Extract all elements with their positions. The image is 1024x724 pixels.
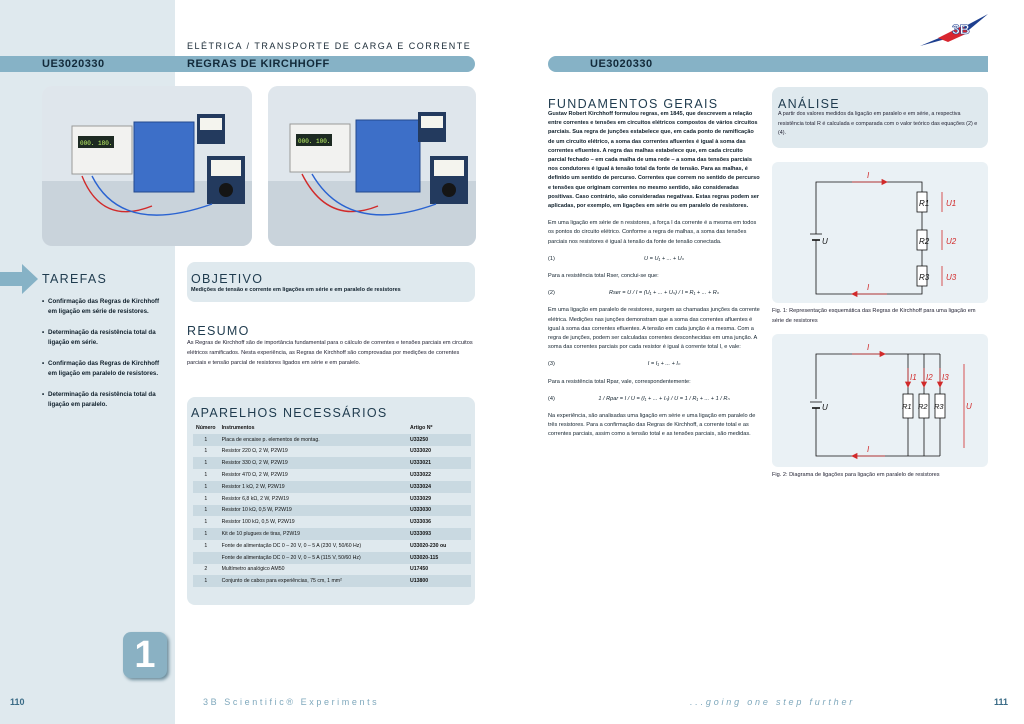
label-current: I <box>867 171 870 180</box>
cell-number: 1 <box>193 575 219 587</box>
table-row <box>193 540 471 552</box>
cell-article: U333022 <box>410 472 432 479</box>
table-row <box>193 493 471 505</box>
cell-instrument: Kit de 10 plugues de tiras, P2W19 <box>219 528 407 540</box>
label-voltage-total: U <box>966 402 972 411</box>
table-row <box>193 552 471 564</box>
cell-number: 1 <box>204 495 208 502</box>
label-current: I <box>867 283 870 292</box>
cell-article: U333020 <box>410 448 432 455</box>
header-bar-left <box>0 56 475 72</box>
paragraph: Em uma ligação em paralelo de resistores, surgem as chamadas junções da corrente elétrica. Medições nas junções demonstram que a soma das correntes afluentes é igual à soma das correntes efluentes. A tensão em cada junção é a mesma. Com a regra de junções, podem ser calculadas correntes desconhecidas em uma junção. A soma das correntes parciais por cada resistor é igual à corrente total I, e vale: <box>548 307 760 351</box>
equation-number: (1) <box>548 255 555 262</box>
cell-number: 1 <box>193 457 219 469</box>
list-item: • Determinação da resistência total da ligação em série. <box>42 328 167 348</box>
equation-number: (4) <box>548 395 555 402</box>
equation-2 <box>548 289 760 298</box>
cell-number: 1 <box>204 472 208 479</box>
paragraph: Para a resistência total Rser, conclui-se que: <box>548 273 659 280</box>
objetivo-text: Medições de tensão e corrente em ligações em série e em paralelo de resistores <box>191 287 401 293</box>
experiment-number-badge: 1 <box>123 632 167 678</box>
section-supertitle: ELÉTRICA / TRANSPORTE DE CARGA E CORRENTE <box>187 41 472 51</box>
cell-instrument: Fonte de alimentação DC 0 – 20 V, 0 – 5 A (115 V, 50/60 Hz) <box>219 552 407 564</box>
product-code-right: UE3020330 <box>590 58 653 70</box>
cell-number: 2 <box>204 566 208 573</box>
lcd-readout-1: 000. 180. <box>80 140 113 147</box>
cell-number: 1 <box>204 519 208 526</box>
equation-formula: U = U₁ + ... + Uₙ <box>644 255 684 262</box>
cell-instrument: Resistor 6,8 kΩ, 2 W, P2W19 <box>221 495 289 502</box>
label-r2: R2 <box>918 402 928 411</box>
equation-number: (3) <box>548 361 555 368</box>
equation-4 <box>548 395 760 404</box>
cell-number: 1 <box>193 505 219 517</box>
cell-article: U333024 <box>407 481 471 493</box>
analise-heading: ANÁLISE <box>778 97 840 111</box>
cell-instrument: Fonte de alimentação DC 0 – 20 V, 0 – 5 A (230 V, 50/60 Hz) <box>221 542 362 549</box>
cell-article: U33020-115 <box>407 552 471 564</box>
label-u2: U2 <box>946 237 957 246</box>
figure-parallel-circuit <box>772 334 988 467</box>
figure-1-caption: Fig. 1: Representação esquemática das Regras de Kirchhoff para uma ligação em série de resistores <box>772 308 976 324</box>
cell-instrument: Conjunto de cabos para experiências, 75 cm, 1 mm² <box>219 575 407 587</box>
paragraph: Para a resistência total Rpar, vale, correspondentemente: <box>548 378 691 385</box>
aparelhos-heading: APARELHOS NECESSÁRIOS <box>191 406 388 420</box>
equation-3 <box>548 360 760 369</box>
sidebar-tab <box>0 25 175 55</box>
figure-2-caption: Fig. 2: Diagrama de ligações para ligação em paralelo de resistores <box>772 472 940 478</box>
cell-article: U333029 <box>410 495 432 502</box>
col-header-number: Número <box>196 424 216 431</box>
experiment-photo-parallel <box>268 86 476 246</box>
cell-article: U333030 <box>407 505 471 517</box>
table-row <box>193 528 471 540</box>
equation-formula: 1 / Rpar = I / U = (I₁ + ... + Iₙ) / U = 1 / R₁ + ... + 1 / Rₙ <box>598 395 730 402</box>
equation-1 <box>548 255 760 264</box>
cell-article: U33250 <box>407 434 471 446</box>
col-header-instruments: Instrumentos <box>221 424 255 431</box>
equation-number: (2) <box>548 290 555 297</box>
cell-article: U333036 <box>410 519 432 526</box>
analise-text: A partir dos valores medidos da ligação em paralelo e em série, a respectiva resistência total R é calculada e comparada com o valor teórico das equações (2) e (4). <box>778 111 978 136</box>
page-number-left: 110 <box>10 697 25 707</box>
cell-instrument: Resistor 1 kΩ, 2 W, P2W19 <box>219 481 407 493</box>
table-row <box>193 434 471 446</box>
cell-number: 1 <box>204 542 208 549</box>
cell-article: U333021 <box>407 457 471 469</box>
equation-formula: Rser = U / I = (U₁ + ... + Uₙ) / I = R₁ + ... + Rₙ <box>608 290 720 297</box>
table-row <box>193 575 471 587</box>
list-item: • Confirmação das Regras de Kirchhoff em ligação em série de resistores. <box>42 297 167 317</box>
label-voltage: U <box>822 237 828 246</box>
cell-number: 1 <box>193 481 219 493</box>
cell-article: U17450 <box>410 566 429 573</box>
label-voltage: U <box>822 403 828 412</box>
svg-text:3B: 3B <box>952 21 970 37</box>
label-r3: R3 <box>919 273 930 282</box>
resumo-text: As Regras de Kirchhoff são de importância fundamental para o cálculo de correntes e tensões parciais em circuitos elétricos ramificados. Nesta experiência, as Regras de Kirchhoff são comprovadas por medições de correntes parciais e tensão parcial de resistores ligados em série e em paralelo. <box>187 340 473 366</box>
tarefas-heading: TAREFAS <box>42 272 108 286</box>
footer-slogan: ...going one step further <box>690 697 856 707</box>
page-number-right: 111 <box>994 697 1009 707</box>
label-i1: I1 <box>910 373 917 382</box>
table-row <box>193 446 471 458</box>
cell-number <box>193 552 219 564</box>
label-i2: I2 <box>926 373 933 382</box>
objetivo-heading: OBJETIVO <box>191 272 264 286</box>
label-current: I <box>867 445 870 454</box>
label-i3: I3 <box>942 373 949 382</box>
lcd-readout-2: 000. 100. <box>298 138 331 145</box>
cell-instrument: Resistor 330 Ω, 2 W, P2W19 <box>219 457 407 469</box>
experiment-title: REGRAS DE KIRCHHOFF <box>187 58 330 70</box>
label-u1: U1 <box>946 199 957 208</box>
fundamentos-heading: FUNDAMENTOS GERAIS <box>548 97 719 111</box>
paragraph: Na experiência, são analisadas uma ligação em série e uma ligação em paralelo de três resistores. Para a confirmação das Regras de Kirchhoff, a corrente total e as correntes parciais, assim como a tensão total e as tensões parciais, são medidas. <box>548 413 756 438</box>
label-r2: R2 <box>919 237 930 246</box>
cell-article: U13800 <box>407 575 471 587</box>
label-r1: R1 <box>902 402 912 411</box>
table-row <box>193 457 471 469</box>
cell-number: 1 <box>204 448 208 455</box>
label-r3: R3 <box>934 402 944 411</box>
footer-brand: 3B Scientific® Experiments <box>203 697 380 707</box>
paragraph: Em uma ligação em série de n resistores, a força I da corrente é a mesma em todos os pontos do circuito elétrico. Conforme a regra de malhas, a soma das tensões parciais nos resistores é igual à tensão da fonte de tensão conectada. <box>548 220 757 245</box>
list-item: • Determinação da resistência total da ligação em paralelo. <box>42 390 167 410</box>
figure-series-circuit <box>772 162 988 303</box>
label-r1: R1 <box>919 199 930 208</box>
tarefas-list <box>42 297 167 421</box>
table-row <box>193 481 471 493</box>
cell-instrument: Resistor 10 kΩ, 0,5 W, P2W19 <box>219 505 407 517</box>
cell-article: U33020-230 ou <box>410 542 447 549</box>
cell-instrument: Resistor 100 kΩ, 0,5 W, P2W19 <box>221 519 295 526</box>
label-u3: U3 <box>946 273 957 282</box>
resumo-heading: RESUMO <box>187 324 250 338</box>
label-current: I <box>867 343 870 352</box>
cell-number: 1 <box>193 528 219 540</box>
cell-instrument: Resistor 220 Ω, 2 W, P2W19 <box>221 448 288 455</box>
paragraph: Gustav Robert Kirchhoff formulou regras, em 1845, que descrevem a relação entre correntes e tensões em circuitos elétricos compostos de vários circuitos parciais. Sua regra de junções estabelece que, em cada ponto de ramificação de um circuito elétrico, a soma das correntes afluentes é igual à soma das correntes efluentes. A regra das malhas estabelece que, em cada circuito parcial fechado – em cada malha de uma rede – a soma das tensões parciais nos condutores é igual à tensão total da fonte de tensão. Para as malhas, é definido um sentido de percurso. Correntes que correm no sentido de percurso e tensões que originam correntes no mesmo sentido, são consideradas positivas. Caso contrário, são consideradas negativas. Estas regras podem ser aplicadas, por exemplo, em ligações em série ou em paralelo de resistores. <box>548 111 760 210</box>
cell-number: 1 <box>193 434 219 446</box>
table-row <box>193 505 471 517</box>
cell-article: U333093 <box>407 528 471 540</box>
experiment-photo-series <box>42 86 252 246</box>
cell-instrument: Placa de encaixe p. elementos de montag. <box>219 434 407 446</box>
table-row <box>193 516 471 528</box>
list-item: • Confirmação das Regras de Kirchhoff em ligação em paralelo de resistores. <box>42 359 167 379</box>
header-bar-right <box>548 56 988 72</box>
cell-instrument: Multímetro analógico AM50 <box>221 566 285 573</box>
col-header-article: Artigo Nº <box>410 424 433 431</box>
cell-instrument: Resistor 470 Ω, 2 W, P2W19 <box>221 472 288 479</box>
3b-logo-icon <box>918 12 988 48</box>
section-arrow-icon <box>0 264 40 294</box>
table-row <box>193 469 471 481</box>
table-row <box>193 564 471 576</box>
product-code-left: UE3020330 <box>42 58 105 70</box>
aparelhos-table <box>193 422 471 587</box>
equation-formula: I = I₁ + ... + Iₙ <box>647 361 681 368</box>
fundamentos-text <box>548 110 760 448</box>
